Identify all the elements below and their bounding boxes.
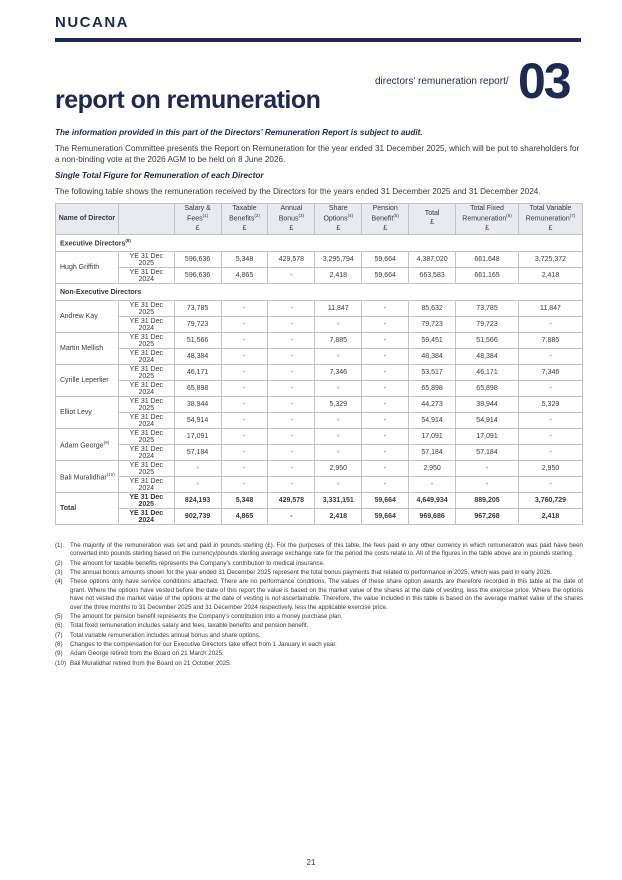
value-cell: 54,914 — [456, 413, 519, 429]
value-cell: - — [221, 461, 268, 477]
table-row — [56, 429, 583, 445]
footnote-number: (3) — [55, 569, 63, 577]
period-cell: YE 31 Dec 2024 — [118, 349, 174, 365]
value-cell: - — [315, 349, 362, 365]
footnote-text: Changes to the compensation for our Executive Directors take effect from 1 January in each year. — [70, 640, 337, 648]
value-cell: 59,664 — [362, 268, 409, 284]
value-cell: - — [315, 381, 362, 397]
table-row — [56, 252, 583, 268]
value-cell: 5,329 — [315, 397, 362, 413]
value-cell: 38,944 — [456, 397, 519, 413]
value-cell: - — [315, 317, 362, 333]
value-cell: 4,649,934 — [409, 493, 456, 509]
value-cell: - — [315, 477, 362, 493]
period-cell: YE 31 Dec 2025 — [118, 333, 174, 349]
footnote — [55, 622, 583, 630]
value-cell: 44,273 — [409, 397, 456, 413]
header-taxable: Taxable Benefits$^{(2)}$ £ — [221, 204, 268, 235]
header-fixed: Total Fixed Remuneration$^{(6)}$ £ — [456, 204, 519, 235]
footnotes — [55, 542, 583, 669]
value-cell: - — [174, 461, 221, 477]
footnote — [55, 650, 583, 658]
value-cell: 53,517 — [409, 365, 456, 381]
value-cell: 7,346 — [315, 365, 362, 381]
table-row — [56, 493, 583, 509]
footnote-number: (1) — [55, 542, 63, 549]
value-cell: 38,944 — [174, 397, 221, 413]
value-cell: 4,387,020 — [409, 252, 456, 268]
footnote — [55, 613, 583, 621]
value-cell: 2,418 — [315, 509, 362, 525]
footnote-number: (4) — [55, 578, 63, 586]
remuneration-table — [55, 203, 583, 525]
page-title: report on remuneration — [55, 86, 321, 114]
header-period — [118, 204, 174, 235]
director-name: Andrew Kay — [56, 301, 119, 333]
table-header-row — [56, 204, 583, 235]
footnote-number: (2) — [55, 559, 63, 567]
value-cell: - — [221, 333, 268, 349]
value-cell: - — [268, 365, 315, 381]
value-cell: 2,950 — [518, 461, 582, 477]
period-cell: YE 31 Dec 2024 — [118, 381, 174, 397]
value-cell: 3,725,372 — [518, 252, 582, 268]
value-cell: - — [362, 429, 409, 445]
header-bar — [55, 38, 581, 42]
footnote — [55, 542, 583, 559]
footnote — [55, 641, 583, 649]
value-cell: - — [268, 397, 315, 413]
value-cell: 79,723 — [174, 317, 221, 333]
audit-note: The information provided in this part of the Directors' Remuneration Report is subject to audit. — [55, 128, 423, 137]
value-cell: 51,566 — [456, 333, 519, 349]
table-row — [56, 317, 583, 333]
value-cell: - — [362, 333, 409, 349]
value-cell: - — [268, 445, 315, 461]
value-cell: 4,865 — [221, 509, 268, 525]
value-cell: 429,578 — [268, 493, 315, 509]
exec-section-row-label: Executive Directors$^{(8)}$ — [56, 235, 583, 252]
table-row — [56, 349, 583, 365]
period-cell: YE 31 Dec 2025 — [118, 461, 174, 477]
footnote-number: (9) — [55, 650, 63, 658]
period-cell: YE 31 Dec 2025 — [118, 429, 174, 445]
value-cell: 11,847 — [518, 301, 582, 317]
value-cell: - — [221, 413, 268, 429]
header-variable: Total Variable Remuneration$^{(7)}$ £ — [518, 204, 582, 235]
value-cell: 65,898 — [456, 381, 519, 397]
footnote-text: The annual bonus amounts shown for the year ended 31 December 2025 represent the total bonus payments that related to performance in 2025, which was paid in early 2026. — [70, 569, 552, 577]
value-cell: 663,583 — [409, 268, 456, 284]
value-cell: 57,184 — [456, 445, 519, 461]
value-cell: 967,268 — [456, 509, 519, 525]
table-row — [56, 301, 583, 317]
value-cell: 51,566 — [174, 333, 221, 349]
value-cell: - — [362, 461, 409, 477]
director-name: Elliot Levy — [56, 397, 119, 429]
value-cell: - — [518, 445, 582, 461]
value-cell: 59,664 — [362, 252, 409, 268]
page-number: 21 — [306, 858, 316, 867]
value-cell: - — [268, 413, 315, 429]
value-cell: 17,091 — [174, 429, 221, 445]
value-cell: 596,636 — [174, 268, 221, 284]
value-cell: 57,184 — [174, 445, 221, 461]
value-cell: - — [518, 429, 582, 445]
value-cell: 17,091 — [456, 429, 519, 445]
header-share-options: Share Options$^{(4)}$ £ — [315, 204, 362, 235]
value-cell: - — [518, 381, 582, 397]
value-cell: 73,785 — [456, 301, 519, 317]
value-cell: - — [315, 413, 362, 429]
value-cell: 2,418 — [315, 268, 362, 284]
company-logo: NUCANA — [55, 14, 129, 31]
section-number: 03 — [518, 53, 570, 109]
value-cell: 596,636 — [174, 252, 221, 268]
value-cell: 65,898 — [174, 381, 221, 397]
period-cell: YE 31 Dec 2024 — [118, 268, 174, 284]
intro-paragraph: The Remuneration Committee presents the Report on Remuneration for the year ended 31 December 2025, which will be put to shareholders for a non-binding vote at the 2026 AGM to be held on 8 June 2026. — [55, 144, 580, 165]
value-cell: 59,664 — [362, 509, 409, 525]
value-cell: 969,686 — [409, 509, 456, 525]
value-cell: - — [362, 445, 409, 461]
value-cell: 5,348 — [221, 493, 268, 509]
value-cell: 57,184 — [409, 445, 456, 461]
table-row — [56, 397, 583, 413]
director-name: Martin Mellish — [56, 333, 119, 365]
value-cell: - — [409, 477, 456, 493]
value-cell: 7,885 — [315, 333, 362, 349]
value-cell: 3,295,794 — [315, 252, 362, 268]
value-cell: 3,331,151 — [315, 493, 362, 509]
value-cell: 65,898 — [409, 381, 456, 397]
value-cell: 48,384 — [174, 349, 221, 365]
footnote-text: Bali Muralidhar retired from the Board on 21 October 2025. — [70, 659, 232, 667]
director-name: Bali Muralidhar$^{(10)}$ — [56, 461, 119, 493]
value-cell: 17,091 — [409, 429, 456, 445]
value-cell: - — [268, 509, 315, 525]
table-row — [56, 477, 583, 493]
value-cell: 4,865 — [221, 268, 268, 284]
table-row — [56, 445, 583, 461]
period-cell: YE 31 Dec 2024 — [118, 509, 174, 525]
intro-text — [55, 127, 583, 202]
value-cell: 661,165 — [456, 268, 519, 284]
footnote-text: These options only have service conditions attached. There are no performance conditions. The values of these share option awards are therefore recorded in this table at the date of grant. Where the options have vested before the date of this report the value is based on the market value of the shares at the date of vesting, less the exercise price. Where the options have not vested the market value of the options at the date of vesting is not ascertainable. Therefore, the value included in this table is based on the average market value of the shares over the three months to 31 December 2025 and 31 December 2024 respectively, less the applicable exercise price. — [70, 578, 583, 611]
footnote-text: The amount for taxable benefits represents the Company's contribution to medical insurance. — [70, 559, 325, 567]
value-cell: - — [362, 301, 409, 317]
header-name: Name of Director — [56, 204, 119, 235]
period-cell: YE 31 Dec 2025 — [118, 252, 174, 268]
value-cell: - — [518, 349, 582, 365]
table-row — [56, 461, 583, 477]
footnote-text: Total fixed remuneration includes salary and fees, taxable benefits and pension benefit. — [70, 622, 309, 630]
value-cell: 79,723 — [409, 317, 456, 333]
value-cell: 902,739 — [174, 509, 221, 525]
value-cell: 46,171 — [456, 365, 519, 381]
value-cell: - — [268, 333, 315, 349]
table-row — [56, 333, 583, 349]
value-cell: - — [518, 317, 582, 333]
footnote — [55, 632, 583, 640]
value-cell: 5,329 — [518, 397, 582, 413]
value-cell: - — [518, 413, 582, 429]
table-row — [56, 365, 583, 381]
value-cell: - — [362, 397, 409, 413]
value-cell: 73,785 — [174, 301, 221, 317]
value-cell: - — [362, 317, 409, 333]
period-cell: YE 31 Dec 2025 — [118, 493, 174, 509]
value-cell: 2,950 — [315, 461, 362, 477]
footnote — [55, 569, 583, 577]
exec-section-row — [56, 235, 583, 252]
value-cell: 3,760,729 — [518, 493, 582, 509]
period-cell: YE 31 Dec 2024 — [118, 413, 174, 429]
value-cell: 661,648 — [456, 252, 519, 268]
nonexec-section-row — [56, 284, 583, 301]
footnote-text: Adam George retired from the Board on 21 March 2025. — [70, 650, 224, 658]
value-cell: 7,346 — [518, 365, 582, 381]
table-intro-paragraph: The following table shows the remuneration received by the Directors for the years ended 31 December 2025 and 31 December 2024. — [55, 187, 541, 197]
footnote-text: The majority of the remuneration was set and paid in pounds sterling (£). For the purposes of this table, the fees paid in any other currency in which remuneration was paid have been converted into pounds sterling based on the currency/pounds sterling average exchange rate for the period the costs relate to. All of the figures in the table above are in pounds sterling. — [70, 542, 583, 558]
value-cell: - — [362, 413, 409, 429]
header-total: Total £ — [409, 204, 456, 235]
value-cell: - — [221, 365, 268, 381]
value-cell: 2,418 — [518, 509, 582, 525]
value-cell: - — [221, 317, 268, 333]
footnote-text: Total variable remuneration includes annual bonus and share options. — [70, 631, 261, 639]
table-row — [56, 509, 583, 525]
value-cell: 54,914 — [174, 413, 221, 429]
section-label: directors' remuneration report/ — [375, 76, 509, 87]
period-cell: YE 31 Dec 2024 — [118, 317, 174, 333]
value-cell: - — [362, 477, 409, 493]
value-cell: 7,885 — [518, 333, 582, 349]
header-bonus: Annual Bonus$^{(3)}$ £ — [268, 204, 315, 235]
value-cell: - — [362, 365, 409, 381]
value-cell: - — [315, 445, 362, 461]
value-cell: - — [221, 349, 268, 365]
value-cell: - — [268, 477, 315, 493]
value-cell: - — [456, 461, 519, 477]
period-cell: YE 31 Dec 2025 — [118, 365, 174, 381]
value-cell: - — [362, 381, 409, 397]
value-cell: - — [268, 268, 315, 284]
table-row — [56, 413, 583, 429]
period-cell: YE 31 Dec 2025 — [118, 301, 174, 317]
director-name: Cyrille Leperlier — [56, 365, 119, 397]
footnote-number: (5) — [55, 612, 63, 620]
value-cell: 85,632 — [409, 301, 456, 317]
period-cell: YE 31 Dec 2024 — [118, 445, 174, 461]
nonexec-section-row-label: Non-Executive Directors — [56, 284, 583, 301]
value-cell: 824,193 — [174, 493, 221, 509]
header-pension: Pension Benefit$^{(5)}$ £ — [362, 204, 409, 235]
value-cell: - — [174, 477, 221, 493]
table-row — [56, 268, 583, 284]
value-cell: 59,451 — [409, 333, 456, 349]
table-row — [56, 381, 583, 397]
value-cell: 429,578 — [268, 252, 315, 268]
value-cell: 2,418 — [518, 268, 582, 284]
period-cell: YE 31 Dec 2025 — [118, 397, 174, 413]
footnote-text: The amount for pension benefit represents the Company's contribution into a money purchase plan. — [70, 612, 343, 620]
value-cell: - — [315, 429, 362, 445]
value-cell: 54,914 — [409, 413, 456, 429]
footnote — [55, 660, 583, 668]
value-cell: - — [268, 461, 315, 477]
value-cell: - — [268, 317, 315, 333]
period-cell: YE 31 Dec 2024 — [118, 477, 174, 493]
value-cell: 2,950 — [409, 461, 456, 477]
value-cell: 48,384 — [456, 349, 519, 365]
value-cell: 46,171 — [174, 365, 221, 381]
header-salary: Salary & Fees$^{(1)}$ £ — [174, 204, 221, 235]
value-cell: 889,205 — [456, 493, 519, 509]
value-cell: - — [362, 349, 409, 365]
value-cell: - — [221, 397, 268, 413]
table-subheading: Single Total Figure for Remuneration of each Director — [55, 171, 264, 181]
value-cell: - — [456, 477, 519, 493]
footnote-number: (10) — [55, 659, 67, 667]
director-name: Adam George$^{(9)}$ — [56, 429, 119, 461]
director-name: Hugh Griffith — [56, 252, 119, 284]
value-cell: 79,723 — [456, 317, 519, 333]
value-cell: - — [221, 381, 268, 397]
value-cell: - — [268, 301, 315, 317]
value-cell: - — [221, 301, 268, 317]
value-cell: - — [221, 445, 268, 461]
value-cell: 48,384 — [409, 349, 456, 365]
footnote — [55, 578, 583, 611]
footnote-number: (7) — [55, 631, 63, 639]
footnote-number: (6) — [55, 622, 63, 630]
value-cell: - — [221, 429, 268, 445]
value-cell: - — [221, 477, 268, 493]
value-cell: - — [268, 381, 315, 397]
footnote — [55, 560, 583, 568]
footnote-number: (8) — [55, 640, 63, 648]
value-cell: - — [268, 429, 315, 445]
value-cell: - — [268, 349, 315, 365]
value-cell: 11,847 — [315, 301, 362, 317]
value-cell: 5,348 — [221, 252, 268, 268]
value-cell: 59,664 — [362, 493, 409, 509]
director-name: Total — [56, 493, 119, 525]
value-cell: - — [518, 477, 582, 493]
